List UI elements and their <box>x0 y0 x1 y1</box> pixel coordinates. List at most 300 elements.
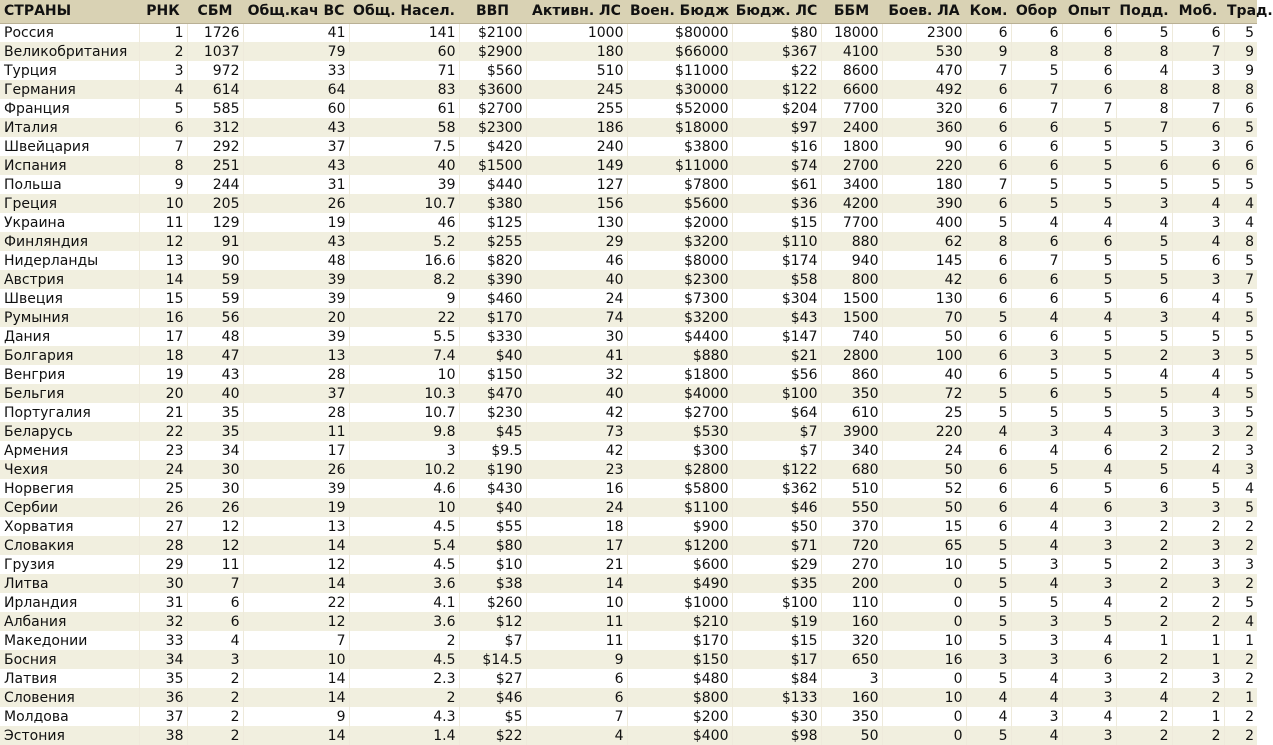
table-cell: 3 <box>1224 441 1257 460</box>
table-cell: $2800 <box>627 460 732 479</box>
table-cell: 4 <box>1172 194 1224 213</box>
table-cell: 320 <box>882 99 966 118</box>
table-cell: 19 <box>243 213 349 232</box>
table-cell: 59 <box>187 289 243 308</box>
country-name-cell: Греция <box>0 194 139 213</box>
table-cell: 5 <box>1062 289 1116 308</box>
header-row <box>0 0 1257 23</box>
table-cell: 3 <box>1224 555 1257 574</box>
table-cell: $490 <box>627 574 732 593</box>
table-cell: 3 <box>1172 61 1224 80</box>
header-experience: Опыт <box>1062 0 1116 23</box>
table-cell: $190 <box>459 460 526 479</box>
table-cell: 2300 <box>882 23 966 42</box>
table-cell: 5 <box>1224 346 1257 365</box>
table-cell: 2 <box>1224 574 1257 593</box>
table-cell: 6 <box>1011 384 1062 403</box>
table-cell: 7 <box>1172 99 1224 118</box>
table-cell: 1 <box>1172 631 1224 650</box>
table-cell: 5 <box>1116 384 1172 403</box>
table-cell: 40 <box>526 270 627 289</box>
table-cell: 2 <box>1116 517 1172 536</box>
table-cell: 5 <box>1011 593 1062 612</box>
table-row <box>0 707 1257 726</box>
table-cell: 2 <box>1224 726 1257 745</box>
table-cell: 5 <box>1062 194 1116 213</box>
table-cell: 10 <box>243 650 349 669</box>
table-cell: 156 <box>526 194 627 213</box>
table-cell: 1000 <box>526 23 627 42</box>
table-cell: $18000 <box>627 118 732 137</box>
table-row <box>0 365 1257 384</box>
country-name-cell: Украина <box>0 213 139 232</box>
table-cell: 0 <box>882 593 966 612</box>
table-cell: 18000 <box>821 23 882 42</box>
table-cell: 12 <box>187 536 243 555</box>
table-cell: 3.6 <box>349 612 459 631</box>
table-cell: 3 <box>1011 346 1062 365</box>
table-cell: 9 <box>526 650 627 669</box>
table-cell: 6 <box>187 612 243 631</box>
table-cell: 5 <box>1062 251 1116 270</box>
table-cell: 9 <box>1224 42 1257 61</box>
table-cell: 30 <box>187 460 243 479</box>
table-row <box>0 232 1257 251</box>
table-cell: 7 <box>187 574 243 593</box>
table-cell: $480 <box>627 669 732 688</box>
table-cell: 7700 <box>821 213 882 232</box>
table-cell: 4 <box>1062 308 1116 327</box>
table-cell: $30 <box>732 707 821 726</box>
table-cell: $12 <box>459 612 526 631</box>
table-cell: 5 <box>1116 327 1172 346</box>
table-cell: 33 <box>139 631 187 650</box>
table-row <box>0 194 1257 213</box>
table-cell: 3.6 <box>349 574 459 593</box>
table-cell: 6 <box>1062 498 1116 517</box>
table-cell: $255 <box>459 232 526 251</box>
header-mobility: Моб. <box>1172 0 1224 23</box>
table-cell: $52000 <box>627 99 732 118</box>
table-cell: $29 <box>732 555 821 574</box>
table-cell: 9 <box>139 175 187 194</box>
country-name-cell: Финляндия <box>0 232 139 251</box>
table-cell: 2 <box>139 42 187 61</box>
table-cell: 2 <box>1172 593 1224 612</box>
table-cell: $15 <box>732 213 821 232</box>
table-cell: 50 <box>882 327 966 346</box>
table-cell: $400 <box>627 726 732 745</box>
table-cell: 43 <box>187 365 243 384</box>
table-cell: $3200 <box>627 232 732 251</box>
table-cell: 5 <box>966 631 1011 650</box>
table-cell: 550 <box>821 498 882 517</box>
table-cell: 40 <box>187 384 243 403</box>
table-cell: 5 <box>1116 232 1172 251</box>
table-cell: $174 <box>732 251 821 270</box>
header-support: Подд. <box>1116 0 1172 23</box>
country-name-cell: Албания <box>0 612 139 631</box>
country-name-cell: Турция <box>0 61 139 80</box>
table-cell: $5800 <box>627 479 732 498</box>
table-cell: $3200 <box>627 308 732 327</box>
table-cell: 10 <box>882 631 966 650</box>
table-cell: 3 <box>1172 498 1224 517</box>
table-cell: 3 <box>1011 555 1062 574</box>
table-cell: $210 <box>627 612 732 631</box>
table-cell: 4100 <box>821 42 882 61</box>
table-cell: 7 <box>966 175 1011 194</box>
table-cell: 34 <box>139 650 187 669</box>
table-cell: 244 <box>187 175 243 194</box>
table-row <box>0 213 1257 232</box>
table-row <box>0 574 1257 593</box>
table-cell: 0 <box>882 669 966 688</box>
table-cell: 4 <box>966 707 1011 726</box>
table-cell: 5 <box>1116 137 1172 156</box>
table-cell: 5 <box>1011 460 1062 479</box>
table-cell: 9 <box>1224 61 1257 80</box>
table-cell: $46 <box>732 498 821 517</box>
table-cell: $820 <box>459 251 526 270</box>
table-cell: 2 <box>1224 536 1257 555</box>
table-cell: 6 <box>1011 23 1062 42</box>
table-cell: 6 <box>966 156 1011 175</box>
table-cell: 9 <box>966 42 1011 61</box>
table-cell: 240 <box>526 137 627 156</box>
table-cell: 4 <box>1172 460 1224 479</box>
table-cell: 1 <box>1172 650 1224 669</box>
table-cell: 6 <box>966 99 1011 118</box>
table-cell: $122 <box>732 460 821 479</box>
table-cell: 4 <box>1116 365 1172 384</box>
table-cell: 28 <box>243 365 349 384</box>
table-cell: 4 <box>1062 422 1116 441</box>
table-cell: 52 <box>882 479 966 498</box>
table-cell: 3 <box>1116 194 1172 213</box>
table-cell: $420 <box>459 137 526 156</box>
country-name-cell: Литва <box>0 574 139 593</box>
table-cell: 11 <box>526 612 627 631</box>
table-cell: $10 <box>459 555 526 574</box>
table-cell: $170 <box>627 631 732 650</box>
table-cell: 5 <box>966 726 1011 745</box>
table-cell: 6 <box>1116 479 1172 498</box>
table-cell: 9 <box>243 707 349 726</box>
table-cell: 2 <box>1172 441 1224 460</box>
table-cell: 50 <box>882 460 966 479</box>
table-cell: 5.5 <box>349 327 459 346</box>
table-cell: $38 <box>459 574 526 593</box>
table-cell: 4.6 <box>349 479 459 498</box>
country-name-cell: Нидерланды <box>0 251 139 270</box>
table-cell: 3 <box>1062 536 1116 555</box>
table-cell: 90 <box>187 251 243 270</box>
table-cell: 127 <box>526 175 627 194</box>
table-cell: 3 <box>1172 403 1224 422</box>
table-cell: 4.5 <box>349 650 459 669</box>
table-cell: 35 <box>187 422 243 441</box>
table-cell: 12 <box>243 612 349 631</box>
table-cell: 26 <box>187 498 243 517</box>
table-cell: 91 <box>187 232 243 251</box>
table-cell: 1 <box>1224 631 1257 650</box>
table-cell: $200 <box>627 707 732 726</box>
table-cell: $1200 <box>627 536 732 555</box>
table-cell: 13 <box>139 251 187 270</box>
table-cell: 21 <box>526 555 627 574</box>
country-name-cell: Венгрия <box>0 365 139 384</box>
table-cell: 5 <box>1224 365 1257 384</box>
table-cell: 35 <box>187 403 243 422</box>
table-cell: 6 <box>1062 23 1116 42</box>
table-cell: 4 <box>1116 213 1172 232</box>
table-cell: 38 <box>139 726 187 745</box>
table-cell: 5 <box>1062 346 1116 365</box>
table-cell: 3 <box>1011 631 1062 650</box>
table-cell: 26 <box>243 194 349 213</box>
table-cell: 2 <box>1224 422 1257 441</box>
table-cell: 1 <box>1224 688 1257 707</box>
table-cell: 3 <box>187 650 243 669</box>
table-cell: 6 <box>1011 327 1062 346</box>
table-cell: 58 <box>349 118 459 137</box>
table-cell: 40 <box>882 365 966 384</box>
table-cell: 6 <box>1062 232 1116 251</box>
table-cell: 61 <box>349 99 459 118</box>
header-armored-vehicles: ББМ <box>821 0 882 23</box>
table-cell: 4 <box>1172 384 1224 403</box>
table-cell: 5 <box>1172 479 1224 498</box>
country-name-cell: Чехия <box>0 460 139 479</box>
table-cell: 5 <box>1224 251 1257 270</box>
table-cell: 16.6 <box>349 251 459 270</box>
table-cell: $71 <box>732 536 821 555</box>
table-cell: 27 <box>139 517 187 536</box>
table-cell: 5 <box>1224 403 1257 422</box>
table-cell: $1100 <box>627 498 732 517</box>
table-cell: $2300 <box>459 118 526 137</box>
table-cell: 12 <box>243 555 349 574</box>
table-cell: 5 <box>1116 23 1172 42</box>
table-cell: 22 <box>349 308 459 327</box>
header-combat-aircraft: Боев. ЛА <box>882 0 966 23</box>
table-cell: 6 <box>1224 99 1257 118</box>
table-row <box>0 555 1257 574</box>
table-cell: 4 <box>1062 707 1116 726</box>
table-cell: $97 <box>732 118 821 137</box>
table-cell: 11 <box>187 555 243 574</box>
table-cell: 370 <box>821 517 882 536</box>
table-cell: 3 <box>1011 707 1062 726</box>
table-cell: 8 <box>139 156 187 175</box>
table-cell: 6 <box>966 498 1011 517</box>
table-cell: 2 <box>187 726 243 745</box>
table-cell: 4 <box>1116 688 1172 707</box>
table-cell: 2 <box>349 688 459 707</box>
table-cell: $46 <box>459 688 526 707</box>
table-cell: $390 <box>459 270 526 289</box>
table-cell: $19 <box>732 612 821 631</box>
table-cell: 160 <box>821 612 882 631</box>
table-cell: 36 <box>139 688 187 707</box>
table-cell: 14 <box>243 536 349 555</box>
table-cell: 5.2 <box>349 232 459 251</box>
table-cell: 2 <box>1116 707 1172 726</box>
table-cell: 5 <box>966 384 1011 403</box>
table-cell: $150 <box>627 650 732 669</box>
table-cell: 100 <box>882 346 966 365</box>
table-cell: 4 <box>1011 688 1062 707</box>
country-name-cell: Грузия <box>0 555 139 574</box>
table-cell: 2400 <box>821 118 882 137</box>
table-cell: 42 <box>882 270 966 289</box>
table-row <box>0 422 1257 441</box>
header-rank: РНК <box>139 0 187 23</box>
table-cell: 4 <box>1172 365 1224 384</box>
table-cell: 2 <box>1224 707 1257 726</box>
table-cell: 110 <box>821 593 882 612</box>
table-row <box>0 631 1257 650</box>
table-cell: $4400 <box>627 327 732 346</box>
table-cell: 7 <box>966 61 1011 80</box>
table-cell: 1.4 <box>349 726 459 745</box>
table-cell: $125 <box>459 213 526 232</box>
table-cell: 26 <box>243 460 349 479</box>
table-cell: 10.7 <box>349 194 459 213</box>
table-cell: 340 <box>821 441 882 460</box>
table-cell: 4 <box>1011 536 1062 555</box>
table-row <box>0 80 1257 99</box>
table-cell: $900 <box>627 517 732 536</box>
table-cell: $15 <box>732 631 821 650</box>
table-cell: $122 <box>732 80 821 99</box>
table-cell: 5 <box>1224 384 1257 403</box>
table-cell: 4 <box>1224 213 1257 232</box>
country-name-cell: Беларусь <box>0 422 139 441</box>
table-cell: 6 <box>526 669 627 688</box>
table-cell: 4.5 <box>349 555 459 574</box>
country-name-cell: Словакия <box>0 536 139 555</box>
table-cell: 4 <box>1224 479 1257 498</box>
table-cell: 4 <box>1224 612 1257 631</box>
table-cell: 5 <box>1224 308 1257 327</box>
table-cell: 2 <box>1116 593 1172 612</box>
table-cell: 30 <box>526 327 627 346</box>
table-row <box>0 99 1257 118</box>
table-cell: 4 <box>966 688 1011 707</box>
table-cell: $11000 <box>627 61 732 80</box>
table-cell: 350 <box>821 707 882 726</box>
header-country: СТРАНЫ <box>0 0 139 23</box>
table-row <box>0 479 1257 498</box>
table-cell: 3 <box>1172 536 1224 555</box>
table-cell: 2 <box>1224 669 1257 688</box>
table-cell: $5600 <box>627 194 732 213</box>
table-cell: 8 <box>966 232 1011 251</box>
table-cell: 614 <box>187 80 243 99</box>
table-cell: 5 <box>966 213 1011 232</box>
table-cell: $7 <box>732 422 821 441</box>
table-cell: 470 <box>882 61 966 80</box>
table-cell: 255 <box>526 99 627 118</box>
table-cell: 3 <box>966 650 1011 669</box>
table-cell: 39 <box>243 270 349 289</box>
table-cell: 5 <box>1062 403 1116 422</box>
table-cell: $5 <box>459 707 526 726</box>
table-cell: $8000 <box>627 251 732 270</box>
table-cell: 5 <box>966 593 1011 612</box>
table-cell: 1 <box>1116 631 1172 650</box>
table-cell: 7.4 <box>349 346 459 365</box>
table-cell: 10.2 <box>349 460 459 479</box>
table-cell: 6 <box>966 270 1011 289</box>
header-military-budget: Воен. Бюдж <box>627 0 732 23</box>
table-cell: 6 <box>1011 137 1062 156</box>
table-cell: 6 <box>139 118 187 137</box>
header-active-personnel: Активн. ЛС <box>526 0 627 23</box>
table-cell: 1800 <box>821 137 882 156</box>
table-cell: 22 <box>139 422 187 441</box>
table-cell: 10.7 <box>349 403 459 422</box>
table-cell: 6 <box>1172 251 1224 270</box>
table-cell: 5 <box>1116 175 1172 194</box>
table-cell: 9.8 <box>349 422 459 441</box>
table-cell: 37 <box>139 707 187 726</box>
table-cell: 6 <box>966 251 1011 270</box>
table-cell: 720 <box>821 536 882 555</box>
table-cell: $460 <box>459 289 526 308</box>
table-cell: 35 <box>139 669 187 688</box>
table-cell: $2000 <box>627 213 732 232</box>
country-name-cell: Сербии <box>0 498 139 517</box>
table-cell: 5 <box>1116 403 1172 422</box>
table-cell: 2 <box>1172 726 1224 745</box>
table-cell: 510 <box>526 61 627 80</box>
table-cell: 10 <box>882 555 966 574</box>
table-cell: 5.4 <box>349 536 459 555</box>
table-cell: 4 <box>187 631 243 650</box>
table-cell: 2 <box>187 688 243 707</box>
country-name-cell: Норвегия <box>0 479 139 498</box>
table-cell: 16 <box>526 479 627 498</box>
table-cell: 5 <box>1116 251 1172 270</box>
header-command: Ком. <box>966 0 1011 23</box>
table-row <box>0 42 1257 61</box>
table-cell: 6 <box>966 517 1011 536</box>
table-cell: $110 <box>732 232 821 251</box>
table-cell: 6 <box>966 118 1011 137</box>
table-row <box>0 384 1257 403</box>
table-cell: 39 <box>243 479 349 498</box>
table-cell: 320 <box>821 631 882 650</box>
table-cell: $133 <box>732 688 821 707</box>
table-cell: 3 <box>1172 574 1224 593</box>
table-cell: 3900 <box>821 422 882 441</box>
country-name-cell: Македонии <box>0 631 139 650</box>
country-name-cell: Германия <box>0 80 139 99</box>
table-cell: $150 <box>459 365 526 384</box>
table-cell: $3800 <box>627 137 732 156</box>
table-cell: 60 <box>243 99 349 118</box>
table-cell: 6 <box>1172 118 1224 137</box>
table-cell: 5 <box>1011 175 1062 194</box>
table-cell: 28 <box>243 403 349 422</box>
table-cell: 32 <box>526 365 627 384</box>
table-cell: $80 <box>459 536 526 555</box>
table-cell: 31 <box>139 593 187 612</box>
country-name-cell: Португалия <box>0 403 139 422</box>
